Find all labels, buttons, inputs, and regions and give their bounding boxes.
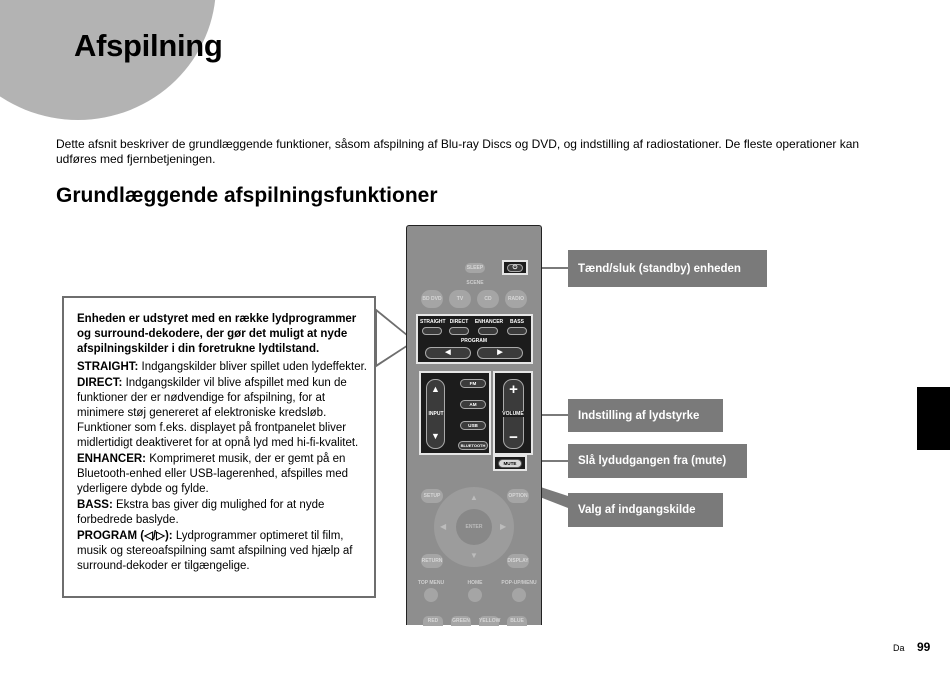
top-menu-button[interactable]: [424, 588, 438, 602]
cursor-up-icon: ▲: [470, 493, 478, 502]
program-label: PROGRAM: [460, 338, 488, 344]
callout-text: [77, 312, 369, 575]
input-label: INPUT: [428, 411, 444, 417]
mute-label-box: Slå lydudgangen fra (mute): [568, 444, 747, 478]
cursor-down-icon: ▼: [470, 551, 478, 560]
enter-button[interactable]: ENTER: [456, 509, 492, 545]
bass-label: BASS: [510, 319, 524, 325]
power-button[interactable]: ⏻: [507, 264, 523, 272]
home-label: HOME: [467, 580, 483, 586]
bass-button[interactable]: [507, 327, 527, 335]
section-heading: Grundlæggende afspilningsfunktioner: [56, 184, 438, 207]
input-up-arrow-icon: ▲: [431, 384, 440, 394]
green-key[interactable]: GREEN: [452, 618, 470, 624]
volume-label-box: Indstilling af lydstyrke: [568, 399, 723, 432]
direct-button[interactable]: [449, 327, 469, 335]
cursor-right-icon: ▶: [500, 522, 507, 531]
yellow-key[interactable]: YELLOW: [479, 618, 501, 624]
cursor-left-icon: ◀: [440, 522, 447, 531]
volume-up-label: +: [509, 381, 518, 398]
callout-item: PROGRAM (◁/▷): Lydprogrammer optimeret til film, musik og stereoafspilning samt afspilning ved hjælp af surround-dekoder er tilgængelige.: [77, 530, 353, 572]
setup-button[interactable]: SETUP: [421, 489, 443, 503]
home-button[interactable]: [468, 588, 482, 602]
power-label-box: Tænd/sluk (standby) enheden: [568, 250, 767, 287]
callout-item: STRAIGHT: Indgangskilder bliver spillet uden lydeffekter.: [77, 361, 367, 373]
mute-highlight: [493, 455, 527, 471]
callout-item: ENHANCER: Komprimeret musik, der er gemt på en Bluetooth-enhed eller USB-lagerenhed, afspilles med yderligere dybde og fylde.: [77, 453, 349, 495]
page-title: Afspilning: [74, 28, 223, 63]
scene-label: SCENE: [466, 280, 484, 286]
am-button[interactable]: AM: [460, 400, 486, 409]
usb-button[interactable]: USB: [460, 421, 486, 430]
program-highlight: [416, 314, 533, 364]
callout-lead: Enheden er udstyret med en række lydprogrammer og surround-dekodere, der gør det muligt at nyde afspilningskilder i din foretrukne lydtilstand.: [77, 313, 357, 355]
scene-bd-dvd-button[interactable]: BD DVD: [421, 290, 443, 308]
input-down-arrow-icon: ▼: [431, 431, 440, 441]
option-button[interactable]: OPTION: [507, 489, 529, 503]
direct-label: DIRECT: [449, 319, 469, 325]
popup-menu-button[interactable]: [512, 588, 526, 602]
scene-cd-button[interactable]: CD: [477, 290, 499, 308]
return-button[interactable]: RETURN: [421, 554, 443, 568]
mute-button[interactable]: MUTE: [498, 459, 522, 468]
footer-language: Da: [893, 643, 905, 653]
intro-paragraph: Dette afsnit beskriver de grundlæggende funktioner, såsom afspilning af Blu-ray Discs og DVD, og indstilling af radiostationer. De fleste operationer kan udføres med fjernbetjeningen.: [56, 137, 860, 166]
program-left-button[interactable]: ◀: [425, 347, 471, 359]
page-number: 99: [917, 640, 931, 654]
display-button[interactable]: DISPLAY: [507, 554, 529, 568]
fm-button[interactable]: FM: [460, 379, 486, 388]
volume-label: VOLUME: [495, 411, 531, 417]
callout-item: BASS: Ekstra bas giver dig mulighed for at nyde forbedrede baslyde.: [77, 499, 325, 526]
power-highlight: [502, 260, 528, 275]
input-highlight: [419, 371, 491, 455]
top-menu-label: TOP MENU: [417, 580, 445, 586]
cursor-pad[interactable]: [434, 487, 514, 567]
callout-item: DIRECT: Indgangskilder vil blive afspillet med kun de funktioner der er nødvendige for afspilning, for at minimere støj genereret af elektroniske kredsløb. Funktioner som f.eks. displayet på frontpanelet bliver midlertidigt deaktiveret for at opnå lyd med hi-fi-kvalitet.: [77, 377, 359, 449]
scene-tv-button[interactable]: TV: [449, 290, 471, 308]
straight-button[interactable]: [422, 327, 442, 335]
popup-menu-label: POP-UP/MENU: [501, 580, 537, 586]
sleep-button[interactable]: SLEEP: [466, 265, 484, 271]
scene-radio-button[interactable]: RADIO: [505, 290, 527, 308]
blue-key[interactable]: BLUE: [507, 616, 527, 626]
enhancer-button[interactable]: [478, 327, 498, 335]
red-key[interactable]: RED: [423, 616, 443, 626]
input-label-box: Valg af indgangskilde: [568, 493, 723, 527]
enhancer-label: ENHANCER: [474, 319, 504, 325]
volume-highlight: [493, 371, 533, 455]
sound-program-callout: [62, 296, 376, 598]
bluetooth-button[interactable]: BLUETOOTH: [458, 441, 488, 450]
straight-label: STRAIGHT: [420, 319, 446, 325]
volume-down-label: −: [509, 429, 518, 446]
program-right-button[interactable]: ▶: [477, 347, 523, 359]
